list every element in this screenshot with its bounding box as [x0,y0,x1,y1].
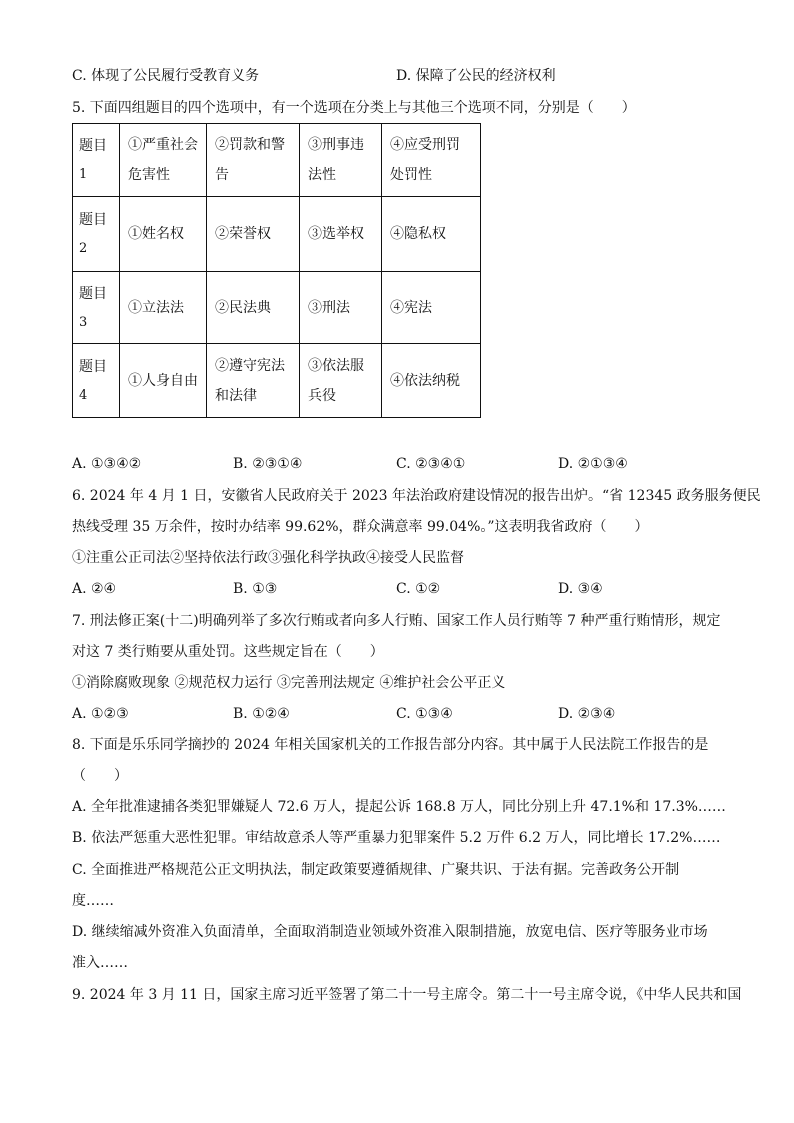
table-cell: ③选举权 [300,197,382,272]
q5-stem: 5. 下面四组题目的四个选项中，有一个选项在分类上与其他三个选项不同，分别是（ ） [72,100,636,116]
q5-option-a: A. ①③④② [72,456,142,472]
q6-option-d: D. ③④ [558,581,603,597]
q6-option-b: B. ①③ [233,581,278,597]
q5-table [72,123,481,418]
table-cell: ①严重社会危害性 [120,124,207,197]
table-cell: ①立法法 [120,272,207,344]
q6-option-a: A. ②④ [72,581,117,597]
table-row [73,124,481,197]
q8-option-d-line2: 准入…… [72,955,128,971]
q8-option-b: B. 依法严惩重大恶性犯罪。审结故意杀人等严重暴力犯罪案件 5.2 万件 6.2 万人，同比增长 17.2%…… [72,830,721,846]
q6-stem-line2: 热线受理 35 万余件，按时办结率 99.62%，群众满意率 99.04%。”这表明我省政府（ ） [72,519,649,535]
q6-stem-line1: 6. 2024 年 4 月 1 日，安徽省人民政府关于 2023 年法治政府建设情况的报告出炉。“省 12345 政务服务便民 [72,488,761,504]
row-header: 题目 2 [73,197,120,272]
table-cell: ②罚款和警告 [207,124,300,197]
table-cell: ①人身自由 [120,344,207,418]
q4-option-c: C. 体现了公民履行受教育义务 [72,68,260,84]
table-cell: ④依法纳税 [382,344,481,418]
q6-option-c: C. ①② [396,581,441,597]
q7-option-b: B. ①②④ [233,706,290,722]
table-cell: ④宪法 [382,272,481,344]
q7-option-d: D. ②③④ [558,706,616,722]
row-header: 题目 1 [73,124,120,197]
q5-option-b: B. ②③①④ [233,456,303,472]
table-cell: ③刑事违法性 [300,124,382,197]
q8-option-a: A. 全年批准逮捕各类犯罪嫌疑人 72.6 万人，提起公诉 168.8 万人，同比分别上升 47.1%和 17.3%…… [72,799,726,815]
table-cell: ①姓名权 [120,197,207,272]
row-header: 题目 3 [73,272,120,344]
q7-option-c: C. ①③④ [396,706,453,722]
table-cell: ④应受刑罚处罚性 [382,124,481,197]
q7-choices: ①消除腐败现象 ②规范权力运行 ③完善刑法规定 ④维护社会公平正义 [72,675,506,691]
row-header: 题目 4 [73,344,120,418]
table-row [73,272,481,344]
q7-stem-line1: 7. 刑法修正案(十二)明确列举了多次行贿或者向多人行贿、国家工作人员行贿等 7 种严重行贿情形，规定 [72,613,721,629]
q5-option-c: C. ②③④① [396,456,466,472]
table-cell: ④隐私权 [382,197,481,272]
table-cell: ②遵守宪法和法律 [207,344,300,418]
q9-stem-line1: 9. 2024 年 3 月 11 日，国家主席习近平签署了第二十一号主席令。第二十一号主席令说，《中华人民共和国 [72,987,742,1003]
q4-option-d: D. 保障了公民的经济权利 [396,68,556,84]
q7-stem-line2: 对这 7 类行贿要从重处罚。这些规定旨在（ ） [72,644,384,660]
q8-stem-line1: 8. 下面是乐乐同学摘抄的 2024 年相关国家机关的工作报告部分内容。其中属于人民法院工作报告的是 [72,737,709,753]
q6-choices: ①注重公正司法②坚持依法行政③强化科学执政④接受人民监督 [72,550,464,566]
q5-option-d: D. ②①③④ [558,456,628,472]
table-row [73,197,481,272]
q8-option-c-line1: C. 全面推进严格规范公正文明执法，制定政策要遵循规律、广聚共识、于法有据。完善政务公开制 [72,862,680,878]
table-cell: ②民法典 [207,272,300,344]
q8-option-c-line2: 度…… [72,893,114,909]
table-cell: ③依法服兵役 [300,344,382,418]
table-cell: ③刑法 [300,272,382,344]
q7-option-a: A. ①②③ [72,706,129,722]
table-row [73,344,481,418]
q8-stem-line2: （ ） [72,768,128,784]
table-cell: ②荣誉权 [207,197,300,272]
q8-option-d-line1: D. 继续缩减外资准入负面清单，全面取消制造业领域外资准入限制措施，放宽电信、医疗等服务业市场 [72,924,708,940]
